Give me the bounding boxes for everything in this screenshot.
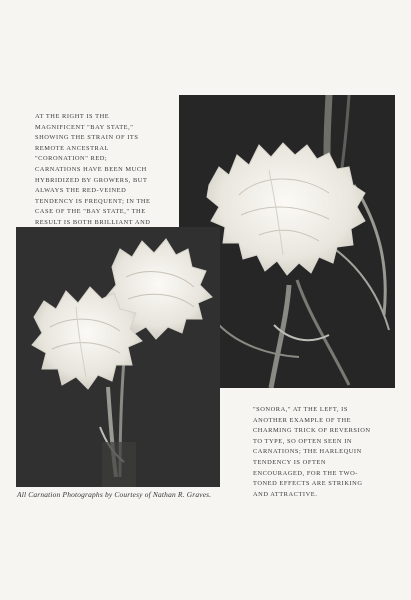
photo-sonora-carnations bbox=[16, 227, 220, 487]
carnation-illustration-left bbox=[16, 227, 220, 487]
caption-bay-state: AT THE RIGHT IS THE MAGNIFICENT "BAY STATE," SHOWING THE STRAIN OF ITS REMOTE ANCESTRAL "CORONATION" RED; CARNATIONS HAVE BEEN MUCH HYBRIDIZED BY GROWERS, BUT ALWAYS THE RED-VEINED TENDENCY IS FREQUENT; IN THE CASE OF THE "BAY STATE," THE RESULT IS BOTH BRILLIANT AND bbox=[35, 113, 151, 226]
photo-credit: All Carnation Photographs by Courtesy of Nathan R. Graves. bbox=[17, 490, 212, 499]
caption-sonora: "SONORA," AT THE LEFT, IS ANOTHER EXAMPLE OF THE CHARMING TRICK OF REVERSION TO TYPE, SO OFTEN SEEN IN CARNATIONS; THE HARLEQUIN TENDENCY IS OFTEN ENCOURAGED, FOR THE TWO-TONED EFFECTS ARE STRIKING AND ATTRACTIVE. bbox=[253, 406, 371, 498]
